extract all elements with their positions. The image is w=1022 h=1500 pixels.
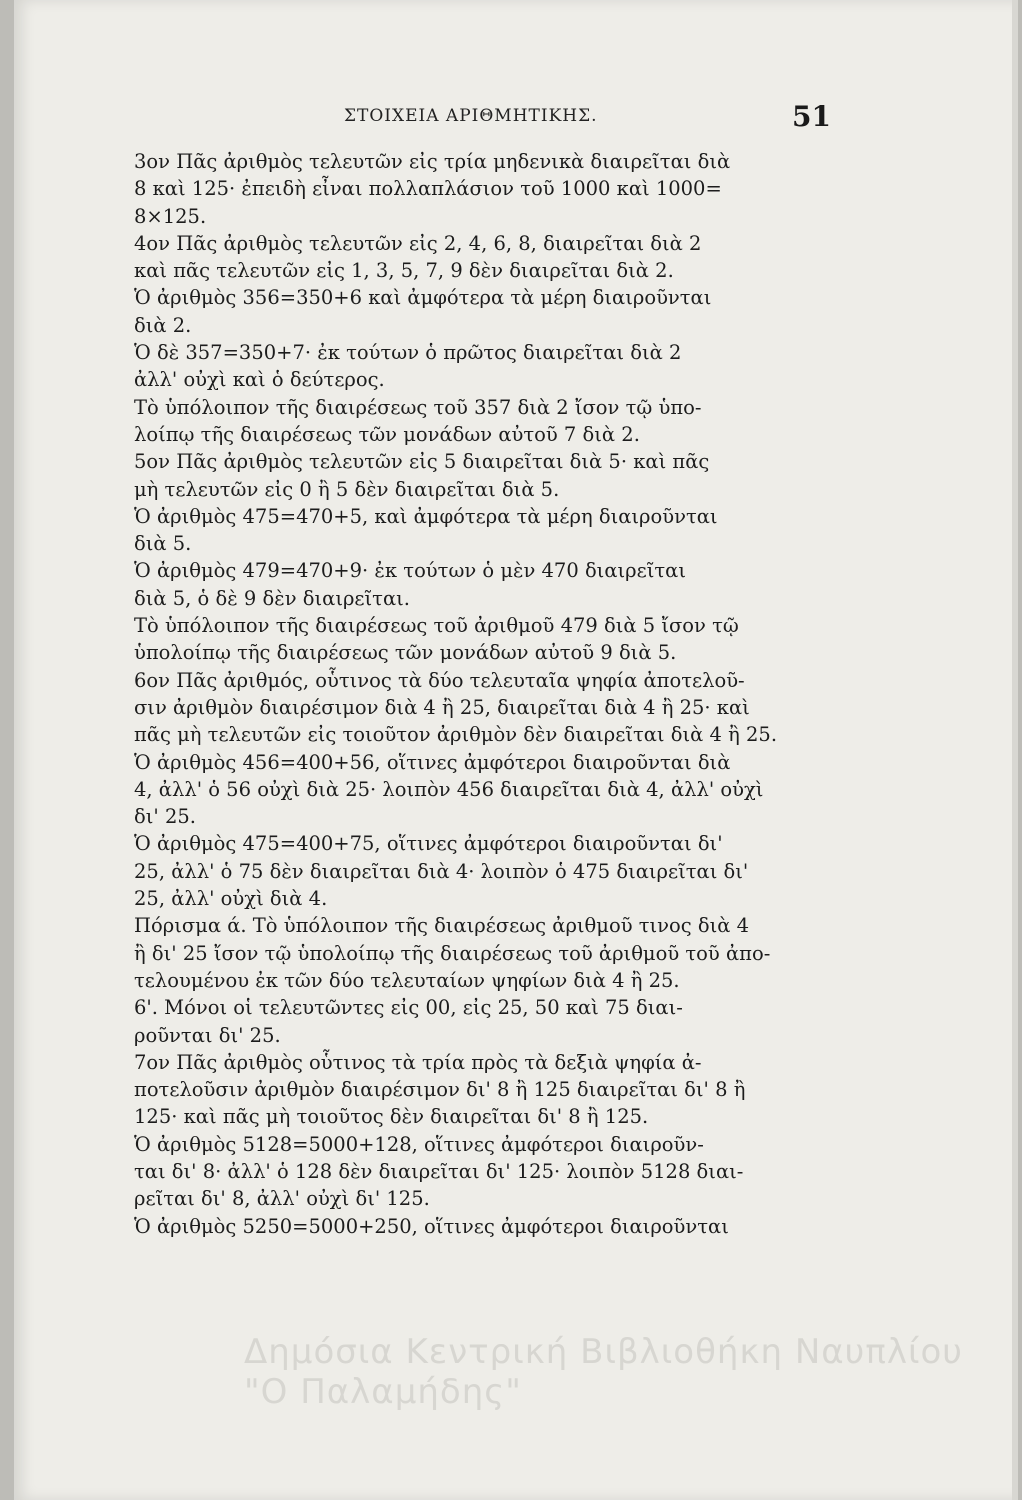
text-line: ποτελοῦσιν ἀριθμὸν διαιρέσιμον δι' 8 ἢ 125 διαιρεῖται δι' 8 ἢ xyxy=(134,1078,746,1102)
text-line: 6'. Μόνοι οἱ τελευτῶντες εἰς 00, εἰς 25, 50 καὶ 75 διαι- xyxy=(134,996,683,1020)
watermark-line-2: "Ο Παλαμήδης" xyxy=(244,1372,522,1412)
text-line: 7ον Πᾶς ἀριθμὸς οὗτινος τὰ τρία πρὸς τὰ δεξιὰ ψηφία ἀ- xyxy=(134,1050,702,1074)
text-line: 4ον Πᾶς ἀριθμὸς τελευτῶν εἰς 2, 4, 6, 8, διαιρεῖται διὰ 2 xyxy=(134,231,702,255)
page-number: 51 xyxy=(792,100,831,133)
text-line: ροῦνται δι' 25. xyxy=(134,1023,281,1047)
text-line: τελουμένου ἐκ τῶν δύο τελευταίων ψηφίων διὰ 4 ἢ 25. xyxy=(134,968,680,992)
page-edge xyxy=(1012,0,1018,1500)
text-line: Πόρισμα ά. Τὸ ὑπόλοιπον τῆς διαιρέσεως ἀριθμοῦ τινος διὰ 4 xyxy=(134,914,750,938)
book-page xyxy=(14,0,1018,1500)
text-line: ρεῖται δι' 8, ἀλλ' οὐχὶ δι' 125. xyxy=(134,1187,430,1211)
text-line: διὰ 2. xyxy=(134,313,192,337)
running-title: ΣΤΟΙΧΕΙΑ ΑΡΙΘΜΗΤΙΚΗΣ. xyxy=(344,106,598,126)
text-line: Τὸ ὑπόλοιπον τῆς διαιρέσεως τοῦ 357 διὰ 2 ἴσον τῷ ὑπο- xyxy=(134,395,702,419)
text-line: πᾶς μὴ τελευτῶν εἰς τοιοῦτον ἀριθμὸν δὲν διαιρεῖται διὰ 4 ἢ 25. xyxy=(134,723,778,747)
text-line: Ὁ ἀριθμὸς 479=470+9· ἐκ τούτων ὁ μὲν 470 διαιρεῖται xyxy=(134,559,686,583)
text-line: 25, ἀλλ' ὁ 75 δὲν διαιρεῖται διὰ 4· λοιπὸν ὁ 475 διαιρεῖται δι' xyxy=(134,859,749,883)
text-line: καὶ πᾶς τελευτῶν εἰς 1, 3, 5, 7, 9 δὲν διαιρεῖται διὰ 2. xyxy=(134,259,674,283)
text-line: Ὁ ἀριθμὸς 5128=5000+128, οἵτινες ἀμφότεροι διαιροῦν- xyxy=(134,1132,704,1156)
text-line: 3ον Πᾶς ἀριθμὸς τελευτῶν εἰς τρία μηδενικὰ διαιρεῖται διὰ xyxy=(134,150,731,173)
text-line: ἢ δι' 25 ἴσον τῷ ὑπολοίπῳ τῆς διαιρέσεως τοῦ ἀριθμοῦ τοῦ ἀπο- xyxy=(134,941,771,965)
library-watermark xyxy=(244,1332,1014,1412)
text-line: ὑπολοίπῳ τῆς διαιρέσεως τῶν μονάδων αὐτοῦ 9 διὰ 5. xyxy=(134,641,677,665)
text-line: ται δι' 8· ἀλλ' ὁ 128 δὲν διαιρεῖται δι' 125· λοιπὸν 5128 διαι- xyxy=(134,1159,744,1183)
text-line: 125· καὶ πᾶς μὴ τοιοῦτος δὲν διαιρεῖται δι' 8 ἢ 125. xyxy=(134,1105,649,1129)
text-line: δι' 25. xyxy=(134,805,196,829)
text-line: Τὸ ὑπόλοιπον τῆς διαιρέσεως τοῦ ἀριθμοῦ 479 διὰ 5 ἴσον τῷ xyxy=(134,614,739,638)
text-line: Ὁ ἀριθμὸς 475=400+75, οἵτινες ἀμφότεροι διαιροῦνται δι' xyxy=(134,832,723,856)
text-line: 8×125. xyxy=(134,204,207,228)
page-header xyxy=(14,98,1018,134)
text-line: Ὁ ἀριθμὸς 5250=5000+250, οἵτινες ἀμφότεροι διαιροῦνται xyxy=(134,1214,729,1238)
text-line: μὴ τελευτῶν εἰς 0 ἢ 5 δὲν διαιρεῖται διὰ 5. xyxy=(134,477,560,501)
body-text xyxy=(134,148,824,1240)
text-line: Ὁ ἀριθμὸς 356=350+6 καὶ ἀμφότερα τὰ μέρη διαιροῦνται xyxy=(134,286,712,310)
text-line: διὰ 5. xyxy=(134,532,192,556)
text-line: 4, ἀλλ' ὁ 56 οὐχὶ διὰ 25· λοιπὸν 456 διαιρεῖται διὰ 4, ἀλλ' οὐχὶ xyxy=(134,777,764,801)
watermark-line-1: Δημόσια Κεντρική Βιβλιοθήκη Ναυπλίου xyxy=(244,1332,963,1372)
text-line: λοίπῳ τῆς διαιρέσεως τῶν μονάδων αὐτοῦ 7 διὰ 2. xyxy=(134,422,640,446)
text-line: 25, ἀλλ' οὐχὶ διὰ 4. xyxy=(134,887,328,911)
text-line: Ὁ δὲ 357=350+7· ἐκ τούτων ὁ πρῶτος διαιρεῖται διὰ 2 xyxy=(134,341,682,365)
text-line: Ὁ ἀριθμὸς 456=400+56, οἵτινες ἀμφότεροι διαιροῦνται διὰ xyxy=(134,750,731,774)
text-line: 5ον Πᾶς ἀριθμὸς τελευτῶν εἰς 5 διαιρεῖται διὰ 5· καὶ πᾶς xyxy=(134,450,710,474)
text-line: Ὁ ἀριθμὸς 475=470+5, καὶ ἀμφότερα τὰ μέρη διαιροῦνται xyxy=(134,504,718,528)
text-line: ἀλλ' οὐχὶ καὶ ὁ δεύτερος. xyxy=(134,368,385,392)
text-line: 6ον Πᾶς ἀριθμός, οὗτινος τὰ δύο τελευταῖα ψηφία ἀποτελοῦ- xyxy=(134,668,745,692)
text-line: σιν ἀριθμὸν διαιρέσιμον διὰ 4 ἢ 25, διαιρεῖται διὰ 4 ἢ 25· καὶ xyxy=(134,695,750,719)
text-line: διὰ 5, ὁ δὲ 9 δὲν διαιρεῖται. xyxy=(134,586,410,610)
text-line: 8 καὶ 125· ἐπειδὴ εἶναι πολλαπλάσιον τοῦ 1000 καὶ 1000= xyxy=(134,177,722,201)
